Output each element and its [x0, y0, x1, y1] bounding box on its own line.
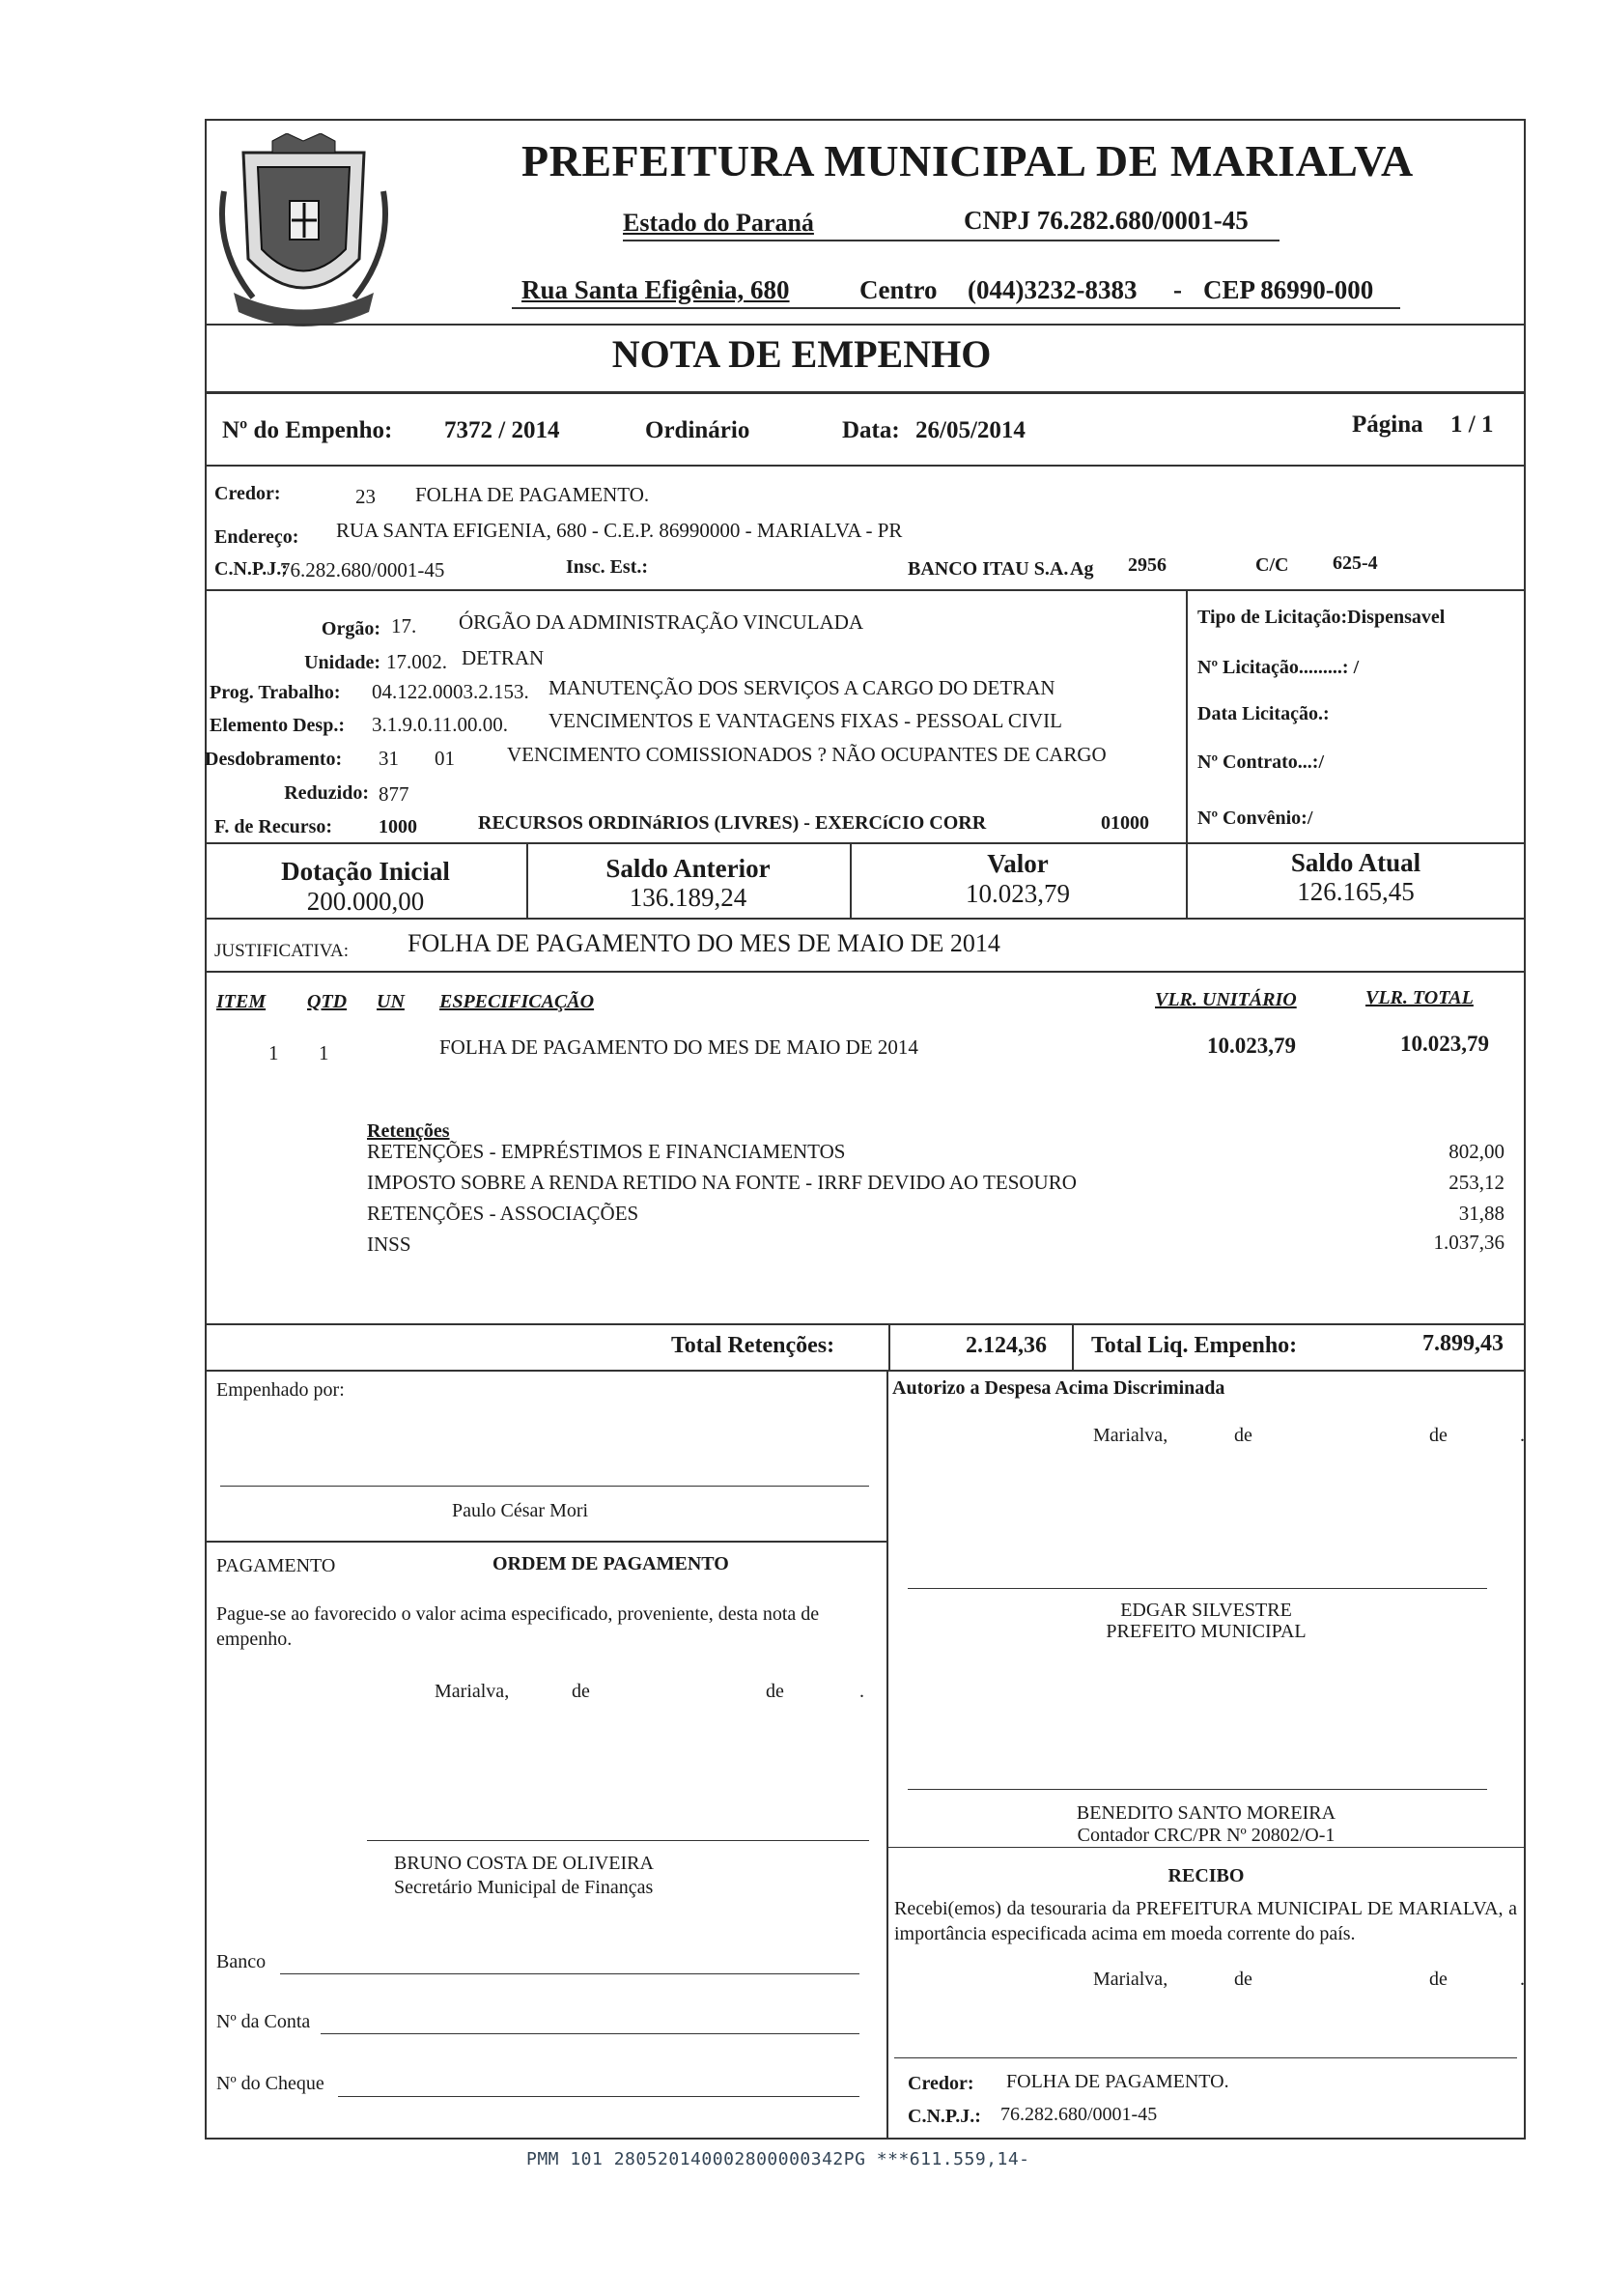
desdobramento-code-2: 01 [435, 747, 455, 770]
autorizo-city: Marialva, [1093, 1425, 1168, 1446]
orgao-name: ÓRGÃO DA ADMINISTRAÇÃO VINCULADA [459, 610, 864, 634]
saldo-anterior-value: 136.189,24 [629, 883, 747, 912]
empenhado-signature-line [220, 1486, 869, 1487]
header-cnpj: CNPJ 76.282.680/0001-45 [964, 206, 1249, 235]
empenho-number-label: Nº do Empenho: [222, 417, 393, 443]
endereco-label: Endereço: [214, 526, 299, 548]
orgao-label: Orgão: [321, 618, 380, 639]
page-number: 1 / 1 [1450, 411, 1494, 438]
rule [205, 589, 1526, 591]
licitacao-contrato: Nº Contrato...:/ [1197, 751, 1325, 773]
bank-name: BANCO ITAU S.A. [908, 558, 1069, 580]
reduzido-label: Reduzido: [284, 782, 369, 804]
valor-label: Valor [987, 849, 1049, 878]
col-vlr-total: VLR. TOTAL [1365, 987, 1474, 1008]
pague-text: Pague-se ao favorecido o valor acima especificado, proveniente, desta nota de empenho. [216, 1603, 820, 1650]
total-liquido-label: Total Liq. Empenho: [1091, 1333, 1298, 1358]
cnpj-label: C.N.P.J.: [214, 558, 288, 580]
unidade-code: 17.002. [386, 650, 447, 673]
rule [205, 842, 1526, 844]
pagamento-de-1: de [572, 1681, 590, 1702]
rule [205, 1370, 1526, 1372]
autorizo-de-1: de [1234, 1425, 1252, 1446]
total-retencoes-label: Total Retenções: [671, 1333, 835, 1358]
unidade-name: DETRAN [462, 646, 545, 669]
rule [205, 391, 1526, 394]
ag-label: Ag [1070, 558, 1094, 580]
empenho-type: Ordinário [645, 417, 750, 443]
rule [205, 918, 1526, 920]
recibo-credor-value: FOLHA DE PAGAMENTO. [1006, 2071, 1229, 2092]
prog-label: Prog. Trabalho: [210, 682, 341, 703]
pagamento-city: Marialva, [435, 1681, 510, 1702]
pagamento-de-2: de [766, 1681, 784, 1702]
retencao-value-4: 1.037,36 [1433, 1231, 1505, 1254]
saldo-atual-label: Saldo Atual [1290, 848, 1421, 877]
licitacao-convenio: Nº Convênio:/ [1197, 808, 1313, 829]
col-qtd: QTD [307, 991, 348, 1012]
contador-title: Contador CRC/PR Nº 20802/O-1 [1077, 1825, 1336, 1846]
recibo-dot: . [1520, 1969, 1525, 1990]
prog-name: MANUTENÇÃO DOS SERVIÇOS A CARGO DO DETRAN [548, 676, 1055, 699]
rule [205, 324, 1526, 326]
retencao-label-4: INSS [367, 1233, 411, 1256]
municipal-crest-icon [214, 133, 393, 331]
cc-value: 625-4 [1333, 553, 1378, 574]
doc-title: NOTA DE EMPENHO [611, 332, 992, 376]
secretario-name: BRUNO COSTA DE OLIVEIRA [394, 1853, 654, 1874]
prefeito-title: PREFEITO MUNICIPAL [1106, 1621, 1307, 1642]
prefeito-signature-line [908, 1588, 1487, 1589]
cheque-field-line [338, 2096, 859, 2097]
autorizo-dot: . [1520, 1425, 1525, 1446]
orgao-code: 17. [391, 614, 417, 638]
autorizo-de-2: de [1429, 1425, 1448, 1446]
header-state: Estado do Paraná [623, 209, 814, 237]
recurso-code: 01000 [1101, 812, 1149, 834]
prog-code: 04.122.0003.2.153. [372, 680, 529, 703]
retencao-label-1: RETENÇÕES - EMPRÉSTIMOS E FINANCIAMENTOS [367, 1140, 846, 1163]
recurso-value: 1000 [379, 816, 417, 837]
elemento-code: 3.1.9.0.11.00.00. [372, 713, 508, 736]
header-sep: - [1173, 275, 1182, 304]
licitacao-tipo: Tipo de Licitação:Dispensavel [1197, 607, 1446, 628]
recibo-cnpj-value: 76.282.680/0001-45 [1000, 2104, 1158, 2125]
justificativa-label: JUSTIFICATIVA: [214, 941, 350, 961]
recibo-text: Recebi(emos) da tesouraria da PREFEITURA MUNICIPAL DE MARIALVA, a importância especificada acima em moeda corrente do país. [894, 1898, 1517, 1944]
rule [205, 971, 1526, 973]
credor-label: Credor: [214, 483, 281, 504]
desdobramento-label: Desdobramento: [205, 749, 343, 770]
secretario-title: Secretário Municipal de Finanças [394, 1877, 654, 1898]
page-title: PREFEITURA MUNICIPAL DE MARIALVA [521, 136, 1414, 185]
rule [205, 465, 1526, 467]
reduzido-value: 877 [379, 782, 409, 806]
elemento-name: VENCIMENTOS E VANTAGENS FIXAS - PESSOAL CIVIL [548, 709, 1062, 732]
desdobramento-code-1: 31 [379, 747, 399, 770]
header-phone: (044)3232-8383 [968, 275, 1138, 304]
table-row-qtd: 1 [319, 1041, 329, 1064]
rule [886, 1370, 888, 2140]
table-row-total: 10.023,79 [1400, 1032, 1489, 1056]
credor-code: 23 [355, 485, 376, 508]
conta-label: Nº da Conta [216, 2011, 311, 2032]
rule [886, 1847, 1526, 1848]
cheque-label: Nº do Cheque [216, 2073, 324, 2094]
col-un: UN [377, 991, 405, 1012]
page-label: Página [1352, 411, 1423, 438]
ag-value: 2956 [1128, 554, 1167, 576]
valor-value: 10.023,79 [966, 879, 1070, 908]
rule [205, 1541, 886, 1543]
saldo-atual-value: 126.165,45 [1297, 877, 1415, 906]
secretario-signature-line [367, 1840, 869, 1841]
contador-name: BENEDITO SANTO MOREIRA [1076, 1802, 1336, 1824]
retencoes-title: Retenções [367, 1120, 450, 1142]
rule [205, 1323, 1526, 1325]
col-item: ITEM [216, 991, 267, 1012]
empenho-date-label: Data: [842, 417, 900, 443]
unidade-label: Unidade: [304, 652, 380, 673]
banco-field-line [280, 1973, 859, 1974]
bank-stamp: PMM 101 280520140002800000342PG ***611.559,14- [526, 2149, 1030, 2169]
recibo-de-1: de [1234, 1969, 1252, 1990]
header-divider [623, 240, 1280, 241]
empenhado-name: Paulo César Mori [452, 1500, 589, 1521]
table-row-especificacao: FOLHA DE PAGAMENTO DO MES DE MAIO DE 2014 [439, 1035, 918, 1059]
recibo-city: Marialva, [1093, 1969, 1168, 1990]
justificativa-value: FOLHA DE PAGAMENTO DO MES DE MAIO DE 2014 [408, 929, 1000, 957]
cnpj-value: 76.282.680/0001-45 [280, 558, 445, 581]
retencao-value-2: 253,12 [1448, 1171, 1505, 1194]
recibo-signature-line [894, 2057, 1517, 2058]
col-especificacao: ESPECIFICAÇÃO [439, 991, 595, 1012]
recurso-name: RECURSOS ORDINáRIOS (LIVRES) - EXERCíCIO CORR [478, 812, 987, 834]
recibo-credor-label: Credor: [908, 2073, 974, 2094]
rule [1186, 589, 1188, 850]
retencao-value-1: 802,00 [1448, 1140, 1505, 1163]
credor-name: FOLHA DE PAGAMENTO. [415, 483, 650, 506]
header-district: Centro [859, 275, 938, 304]
prefeito-name: EDGAR SILVESTRE [1120, 1600, 1292, 1621]
empenho-date: 26/05/2014 [915, 417, 1026, 443]
licitacao-numero: Nº Licitação.........: / [1197, 657, 1360, 678]
endereco-value: RUA SANTA EFIGENIA, 680 - C.E.P. 86990000 - MARIALVA - PR [336, 519, 903, 542]
empenho-number: 7372 / 2014 [444, 417, 560, 443]
insc-label: Insc. Est.: [566, 556, 649, 578]
dotacao-inicial-label: Dotação Inicial [281, 857, 450, 886]
desdobramento-name: VENCIMENTO COMISSIONADOS ? NÃO OCUPANTES DE CARGO [507, 743, 1107, 766]
retencao-label-2: IMPOSTO SOBRE A RENDA RETIDO NA FONTE - IRRF DEVIDO AO TESOURO [367, 1171, 1077, 1194]
retencao-label-3: RETENÇÕES - ASSOCIAÇÕES [367, 1202, 639, 1225]
header-divider-2 [512, 307, 1400, 309]
ordem-pagamento-label: ORDEM DE PAGAMENTO [492, 1553, 729, 1574]
elemento-label: Elemento Desp.: [210, 715, 345, 736]
rule [1072, 1323, 1074, 1372]
contador-signature-line [908, 1789, 1487, 1790]
table-row-item: 1 [268, 1041, 279, 1064]
conta-field-line [321, 2033, 859, 2034]
table-row-unit: 10.023,79 [1207, 1034, 1296, 1058]
empenhado-label: Empenhado por: [216, 1379, 345, 1401]
recibo-cnpj-label: C.N.P.J.: [908, 2106, 981, 2127]
dotacao-inicial-value: 200.000,00 [306, 887, 425, 916]
pagamento-label: PAGAMENTO [216, 1555, 336, 1576]
cc-label: C/C [1255, 554, 1289, 576]
col-vlr-unitario: VLR. UNITÁRIO [1155, 989, 1297, 1010]
total-retencoes-value: 2.124,36 [966, 1333, 1047, 1358]
header-cep: CEP 86990-000 [1203, 275, 1374, 304]
header-address: Rua Santa Efigênia, 680 [521, 275, 790, 304]
banco-label: Banco [216, 1951, 267, 1972]
total-liquido-value: 7.899,43 [1422, 1331, 1504, 1356]
saldo-anterior-label: Saldo Anterior [605, 854, 771, 883]
recibo-de-2: de [1429, 1969, 1448, 1990]
recibo-title: RECIBO [1167, 1865, 1245, 1886]
rule [888, 1323, 890, 1372]
retencao-value-3: 31,88 [1458, 1202, 1505, 1225]
recurso-label: F. de Recurso: [214, 816, 333, 837]
licitacao-data: Data Licitação.: [1197, 703, 1330, 724]
pagamento-dot: . [859, 1681, 864, 1702]
autorizo-label: Autorizo a Despesa Acima Discriminada [892, 1377, 1225, 1399]
